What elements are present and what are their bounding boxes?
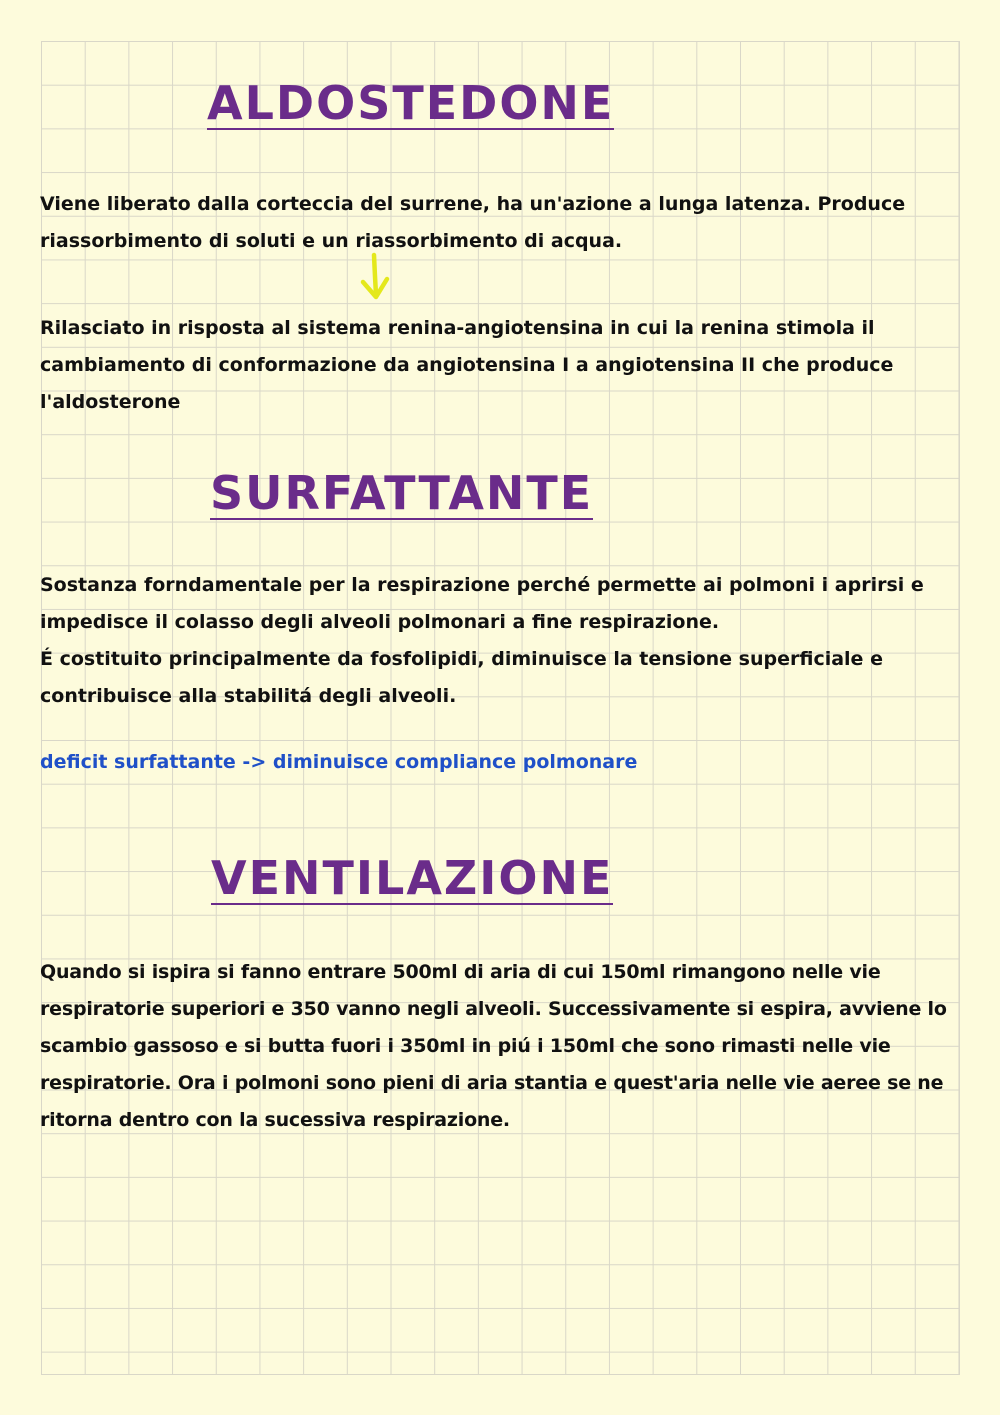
surfactant-text-2: É costituito principalmente da fosfolipidi, diminuisce la tensione superficiale e contribuisce alla stabilitá degli alveoli.	[40, 648, 883, 707]
surfactant-paragraph-1	[40, 567, 950, 715]
heading-aldosterone: ALDOSTEDONE	[207, 76, 615, 130]
ventilation-paragraph: Quando si ispira si fanno entrare 500ml di aria di cui 150ml rimangono nelle vie respiratorie superiori e 350 vanno negli alveoli. Successivamente si espira, avviene lo scambio gassoso e si butta fuori i 350ml in piú i 150ml che sono rimasti nelle vie respiratorie. Ora i polmoni sono pieni di aria stantia e quest'aria nelle vie aeree se ne ritorna dentro con la sucessiva respirazione.	[40, 961, 947, 1131]
aldosterone-paragraph-1: Viene liberato dalla corteccia del surrene, ha un'azione a lunga latenza. Produce riassorbimento di soluti e un riassorbimento di acqua.	[40, 193, 906, 252]
arrow-down-icon	[358, 252, 392, 304]
heading-surfactant: SURFATTANTE	[210, 466, 594, 520]
heading-ventilation: VENTILAZIONE	[211, 851, 614, 905]
surfactant-deficit-note: deficit surfattante -> diminuisce compliance polmonare	[40, 751, 638, 773]
surfactant-text-1: Sostanza forndamentale per la respirazione perché permette ai polmoni i aprirsi e impedisce il colasso degli alveoli polmonari a fine respirazione.	[40, 574, 924, 633]
aldosterone-paragraph-2: Rilasciato in risposta al sistema renina-angiotensina in cui la renina stimola il cambiamento di conformazione da angiotensina I a angiotensina II che produce l'aldosterone	[40, 317, 894, 413]
